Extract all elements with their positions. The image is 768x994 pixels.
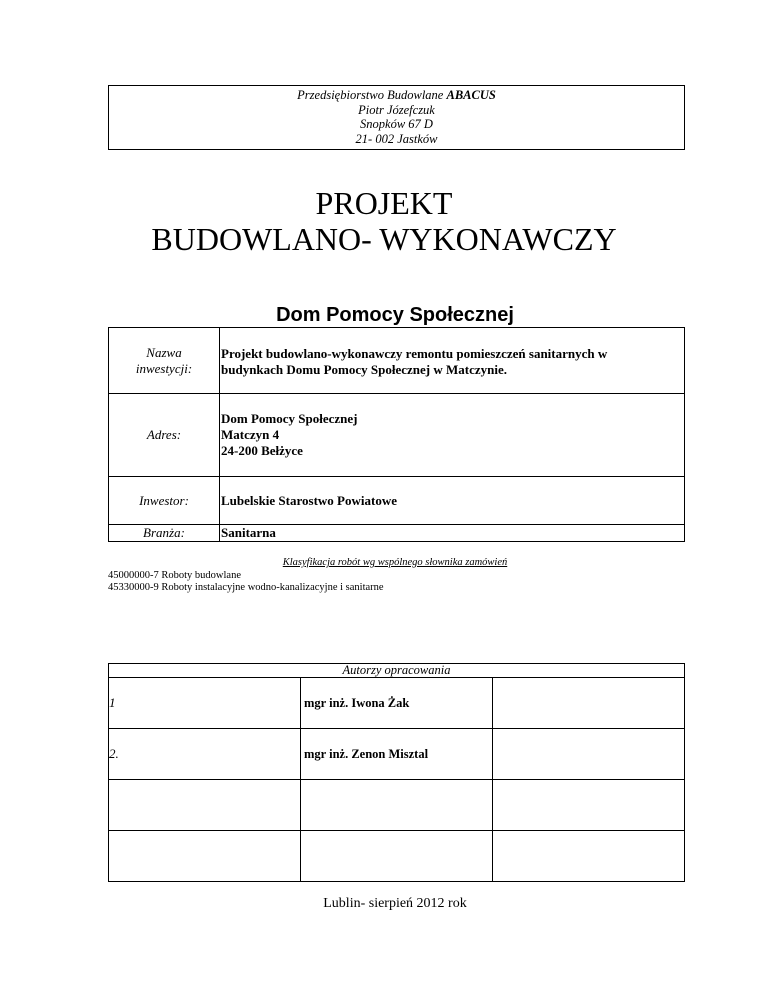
author-number: 2.: [109, 729, 301, 780]
company-street: Snopków 67 D: [360, 117, 433, 131]
author-row-empty: [109, 831, 685, 882]
authors-table: [108, 663, 685, 882]
author-name: mgr inż. Iwona Żak: [301, 678, 493, 729]
author-signature-cell: [493, 831, 685, 882]
author-signature-cell: [493, 678, 685, 729]
place-date-footer: Lublin- sierpień 2012 rok: [323, 896, 467, 911]
company-city: 21- 002 Jastków: [355, 131, 438, 146]
investment-label: Nazwa inwestycji:: [109, 328, 220, 394]
address-value: Dom Pomocy Społecznej Matczyn 4 24-200 Bełżyce: [220, 394, 685, 477]
company-brand: ABACUS: [446, 88, 496, 102]
author-number: 1: [109, 678, 301, 729]
info-row-address: [109, 394, 685, 477]
author-name-empty: [301, 780, 493, 831]
authors-header: Autorzy opracowania: [109, 664, 685, 678]
company-name: Przedsiębiorstwo Budowlane ABACUS: [297, 88, 496, 102]
branch-label: Branża:: [109, 525, 220, 542]
document-title-line-1: PROJEKT: [315, 185, 453, 221]
author-row: [109, 678, 685, 729]
investment-value: Projekt budowlano-wykonawczy remontu pomieszczeń sanitarnych w budynkach Domu Pomocy Społecznej w Matczynie.: [220, 328, 685, 394]
author-number-empty: [109, 780, 301, 831]
facility-subtitle: Dom Pomocy Społecznej: [276, 304, 514, 326]
investor-label: Inwestor:: [109, 477, 220, 525]
info-row-investment: [109, 328, 685, 394]
author-signature-cell: [493, 780, 685, 831]
classification-item: 45330000-9 Roboty instalacyjne wodno-kanalizacyjne i sanitarne: [108, 582, 384, 593]
company-header-box: [108, 85, 685, 150]
classification-title: Klasyfikacja robót wg wspólnego słownika zamówień: [282, 557, 508, 568]
author-name: mgr inż. Zenon Misztal: [301, 729, 493, 780]
branch-value: Sanitarna: [220, 525, 685, 542]
author-row: [109, 729, 685, 780]
info-row-investor: [109, 477, 685, 525]
project-info-table: [108, 327, 685, 542]
investor-value: Lubelskie Starostwo Powiatowe: [220, 477, 685, 525]
classification-item: 45000000-7 Roboty budowlane: [108, 570, 241, 581]
company-owner: Piotr Józefczuk: [358, 102, 435, 117]
author-number-empty: [109, 831, 301, 882]
document-title-line-2: BUDOWLANO- WYKONAWCZY: [151, 221, 617, 257]
address-label: Adres:: [109, 394, 220, 477]
author-name-empty: [301, 831, 493, 882]
authors-header-row: [109, 664, 685, 678]
author-row-empty: [109, 780, 685, 831]
author-signature-cell: [493, 729, 685, 780]
info-row-branch: [109, 525, 685, 542]
